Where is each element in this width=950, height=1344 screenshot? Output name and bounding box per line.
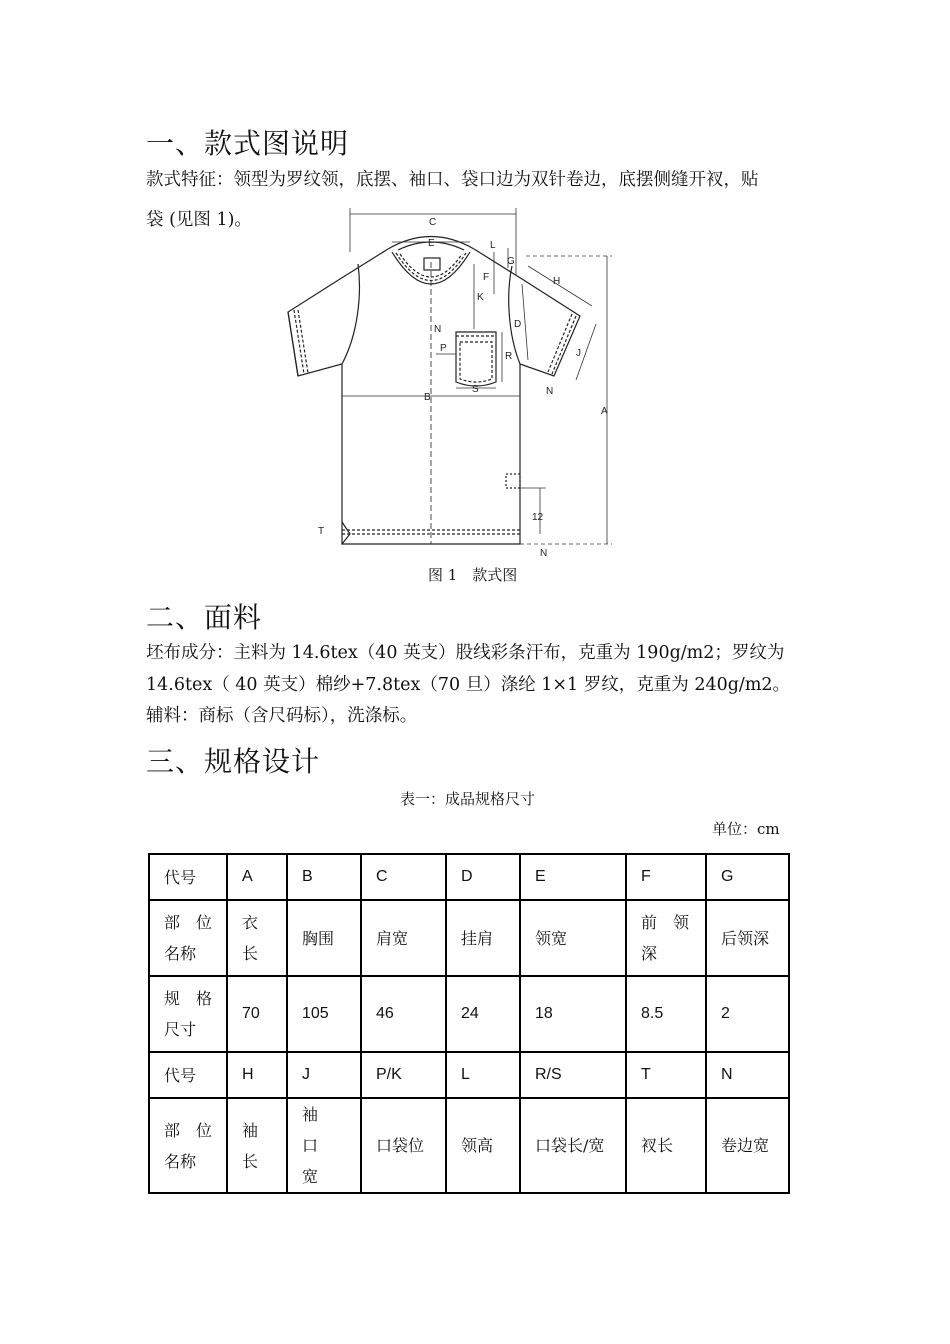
table-cell: P/K <box>361 1052 446 1098</box>
fabric-line2: 14.6tex（ 40 英支）棉纱+7.8tex（70 旦）涤纶 1×1 罗纹，克重为 240g/m2。 <box>146 675 791 695</box>
dim-label-s: S <box>472 384 479 395</box>
style-description-line2: 袋 (见图 1)。 <box>146 210 252 230</box>
dim-label-t: T <box>318 526 325 537</box>
table-cell: 2 <box>706 976 789 1052</box>
table-cell: 18 <box>520 976 626 1052</box>
figure-caption: 图 1 款式图 <box>428 566 518 584</box>
table-cell: N <box>706 1052 789 1098</box>
table-cell: 105 <box>287 976 361 1052</box>
table-row <box>149 900 789 976</box>
dim-label-n-sleeve: N <box>546 386 554 397</box>
dim-label-h: H <box>553 276 561 287</box>
table-cell: R/S <box>520 1052 626 1098</box>
table-cell: L <box>446 1052 520 1098</box>
table-cell: D <box>446 854 520 900</box>
table-cell: G <box>706 854 789 900</box>
table-row <box>149 1052 789 1098</box>
table-cell: 挂肩 <box>446 900 520 976</box>
table-cell: 8.5 <box>626 976 706 1052</box>
table-cell: 衣 长 <box>227 900 287 976</box>
table-cell: 前 领 深 <box>626 900 706 976</box>
table-cell: 规 格 尺寸 <box>149 976 227 1052</box>
dim-label-d: D <box>514 319 522 330</box>
table-cell: 袖 口 宽 <box>287 1098 361 1193</box>
table-cell: 后领深 <box>706 900 789 976</box>
table-row <box>149 1098 789 1193</box>
table-cell: 代号 <box>149 854 227 900</box>
table-cell: 袖 长 <box>227 1098 287 1193</box>
table-cell: T <box>626 1052 706 1098</box>
table-cell: 代号 <box>149 1052 227 1098</box>
dim-label-12: 12 <box>532 512 544 523</box>
dim-label-g: G <box>507 256 515 267</box>
table-cell: 胸围 <box>287 900 361 976</box>
table-cell: 领宽 <box>520 900 626 976</box>
spec-table <box>148 853 790 1194</box>
table-cell: B <box>287 854 361 900</box>
table-cell: A <box>227 854 287 900</box>
style-description-line1: 款式特征：领型为罗纹领，底摆、袖口、袋口边为双针卷边，底摆侧缝开衩，贴 <box>146 170 759 190</box>
dim-label-e: E <box>428 238 435 249</box>
table-cell: 70 <box>227 976 287 1052</box>
table-cell: J <box>287 1052 361 1098</box>
dim-label-n-hem: N <box>540 548 548 559</box>
table-cell: 24 <box>446 976 520 1052</box>
table-cell: 口袋位 <box>361 1098 446 1193</box>
tshirt-flat-sketch <box>270 204 630 562</box>
section-title-style: 一、款式图说明 <box>146 127 350 160</box>
table-cell: C <box>361 854 446 900</box>
dim-label-c: C <box>429 217 437 228</box>
table-cell: 领高 <box>446 1098 520 1193</box>
dim-label-l: L <box>490 240 496 251</box>
dim-label-n-pocket: N <box>434 324 442 335</box>
unit-label: 单位：cm <box>712 820 780 838</box>
dim-label-r: R <box>505 351 513 362</box>
table-cell: H <box>227 1052 287 1098</box>
section-title-spec: 三、规格设计 <box>146 745 321 778</box>
dim-label-b: B <box>424 392 431 403</box>
table-cell: 衩长 <box>626 1098 706 1193</box>
table-cell: 卷边宽 <box>706 1098 789 1193</box>
dim-label-j: J <box>576 348 581 359</box>
dim-label-k: K <box>477 292 484 303</box>
table-caption: 表一：成品规格尺寸 <box>400 790 536 808</box>
table-cell: F <box>626 854 706 900</box>
fabric-line1: 坯布成分：主料为 14.6tex（40 英支）股线彩条汗布，克重为 190g/m2；罗纹为 <box>146 643 785 663</box>
table-cell: 46 <box>361 976 446 1052</box>
dim-label-f: F <box>483 272 490 283</box>
table-cell: 部 位 名称 <box>149 900 227 976</box>
table-cell: 肩宽 <box>361 900 446 976</box>
section-title-fabric: 二、面料 <box>146 601 263 634</box>
table-cell: 口袋长/宽 <box>520 1098 626 1193</box>
dim-label-a: A <box>601 406 608 417</box>
fabric-line3: 辅料：商标（含尺码标），洗涤标。 <box>146 706 418 726</box>
table-cell: 部 位 名称 <box>149 1098 227 1193</box>
table-row <box>149 976 789 1052</box>
dim-label-p: P <box>440 343 447 354</box>
table-row <box>149 854 789 900</box>
table-cell: E <box>520 854 626 900</box>
